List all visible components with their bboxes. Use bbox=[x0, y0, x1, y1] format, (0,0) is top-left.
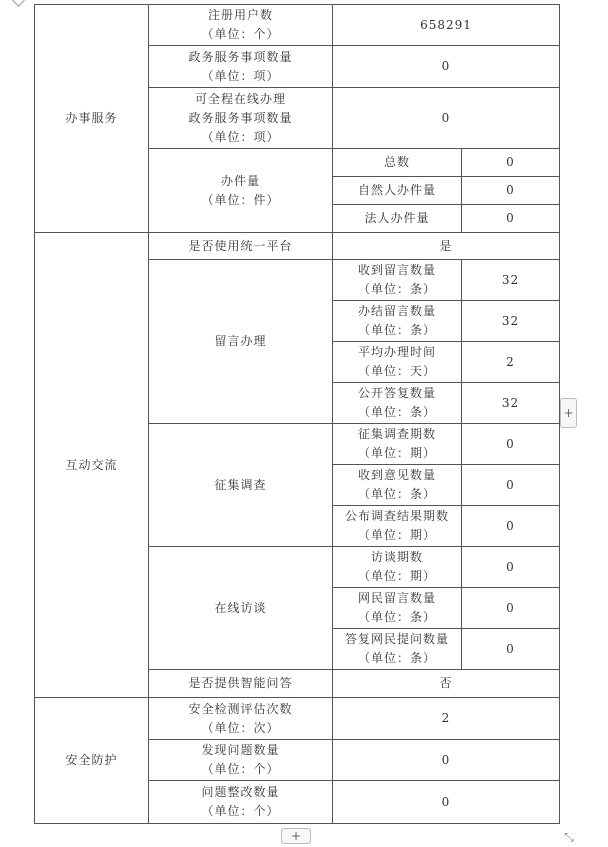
value-handled-natural: 0 bbox=[462, 177, 560, 205]
label-issues-found: 发现问题数量 （单位：个） bbox=[149, 740, 333, 781]
table-anchor-icon[interactable] bbox=[12, 0, 25, 7]
label-survey: 征集调查 bbox=[149, 424, 333, 547]
statistics-table bbox=[34, 4, 560, 824]
value-service-items: 0 bbox=[333, 46, 560, 88]
label-survey-results: 公布调查结果期数 （单位：期） bbox=[333, 506, 462, 547]
value-interview-messages: 0 bbox=[462, 588, 560, 629]
value-messages-avg-time: 2 bbox=[462, 342, 560, 383]
value-messages-public: 32 bbox=[462, 383, 560, 424]
value-messages-closed: 32 bbox=[462, 301, 560, 342]
label-handled-natural: 自然人办件量 bbox=[333, 177, 462, 205]
label-messages: 留言办理 bbox=[149, 260, 333, 424]
label-survey-periods: 征集调查期数 （单位：期） bbox=[333, 424, 462, 465]
label-messages-received: 收到留言数量 （单位：条） bbox=[333, 260, 462, 301]
label-smart-qa: 是否提供智能问答 bbox=[149, 670, 333, 698]
value-registered-users: 658291 bbox=[333, 5, 560, 46]
value-handled-legal: 0 bbox=[462, 205, 560, 233]
section-service: 办事服务 bbox=[35, 5, 149, 233]
value-issues-found: 0 bbox=[333, 740, 560, 781]
label-handled: 办件量 （单位：件） bbox=[149, 149, 333, 233]
label-interview-periods: 访谈期数 （单位：期） bbox=[333, 547, 462, 588]
table-row bbox=[35, 233, 560, 260]
label-interview: 在线访谈 bbox=[149, 547, 333, 670]
value-unified-platform: 是 bbox=[333, 233, 560, 260]
label-interview-messages: 网民留言数量 （单位：条） bbox=[333, 588, 462, 629]
section-interaction: 互动交流 bbox=[35, 233, 149, 698]
table-row bbox=[35, 5, 560, 46]
value-survey-opinions: 0 bbox=[462, 465, 560, 506]
add-row-button[interactable]: + bbox=[281, 828, 311, 844]
value-survey-periods: 0 bbox=[462, 424, 560, 465]
add-column-button[interactable]: + bbox=[560, 398, 577, 428]
label-messages-public: 公开答复数量 （单位：条） bbox=[333, 383, 462, 424]
value-security-checks: 2 bbox=[333, 698, 560, 740]
label-registered-users: 注册用户数 （单位：个） bbox=[149, 5, 333, 46]
label-issues-fixed: 问题整改数量 （单位：个） bbox=[149, 781, 333, 824]
label-handled-total: 总数 bbox=[333, 149, 462, 177]
label-messages-avg-time: 平均办理时间 （单位：天） bbox=[333, 342, 462, 383]
section-security: 安全防护 bbox=[35, 698, 149, 824]
value-handled-total: 0 bbox=[462, 149, 560, 177]
value-issues-fixed: 0 bbox=[333, 781, 560, 824]
value-survey-results: 0 bbox=[462, 506, 560, 547]
label-messages-closed: 办结留言数量 （单位：条） bbox=[333, 301, 462, 342]
label-online-items: 可全程在线办理 政务服务事项数量 （单位：项） bbox=[149, 88, 333, 149]
table-row bbox=[35, 698, 560, 740]
label-handled-legal: 法人办件量 bbox=[333, 205, 462, 233]
value-interview-replies: 0 bbox=[462, 629, 560, 670]
value-messages-received: 32 bbox=[462, 260, 560, 301]
label-unified-platform: 是否使用统一平台 bbox=[149, 233, 333, 260]
resize-handle-icon[interactable]: ⤡ bbox=[564, 830, 574, 844]
value-smart-qa: 否 bbox=[333, 670, 560, 698]
value-interview-periods: 0 bbox=[462, 547, 560, 588]
value-online-items: 0 bbox=[333, 88, 560, 149]
label-service-items: 政务服务事项数量 （单位：项） bbox=[149, 46, 333, 88]
label-survey-opinions: 收到意见数量 （单位：条） bbox=[333, 465, 462, 506]
label-interview-replies: 答复网民提问数量 （单位：条） bbox=[333, 629, 462, 670]
label-security-checks: 安全检测评估次数 （单位：次） bbox=[149, 698, 333, 740]
